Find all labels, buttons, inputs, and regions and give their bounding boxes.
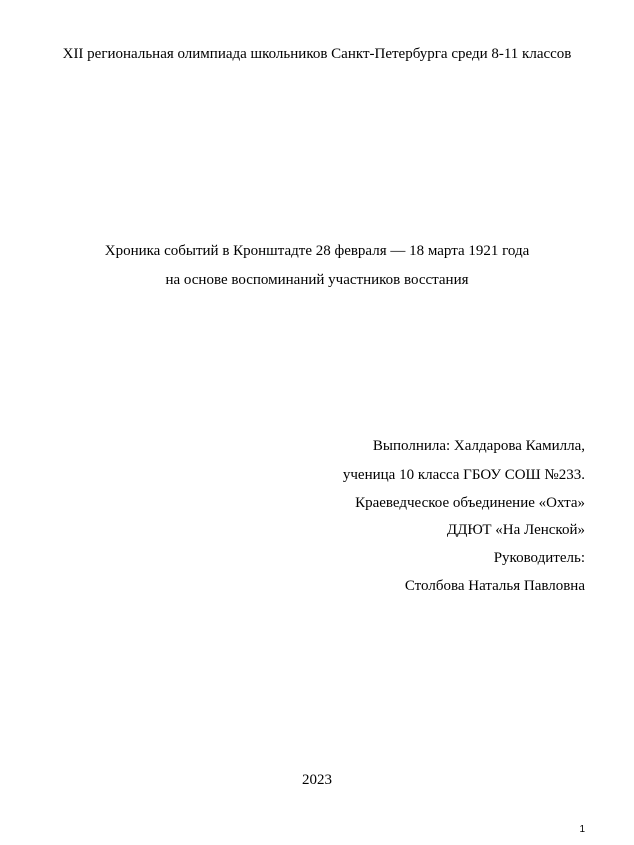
club-line: Краеведческое объединение «Охта» xyxy=(355,495,585,511)
supervisor-name: Столбова Наталья Павловна xyxy=(404,578,585,594)
document-title-line-1: Хроника событий в Кронштадте 28 февраля — 18 марта 1921 года xyxy=(104,243,530,259)
supervisor-label: Руководитель: xyxy=(493,550,585,566)
document-title-line-2: на основе воспоминаний участников восстания xyxy=(165,272,469,288)
author-line: Выполнила: Халдарова Камилла, xyxy=(372,438,585,454)
student-info-line: ученица 10 класса ГБОУ СОШ №233. xyxy=(342,467,585,483)
page-number: 1 xyxy=(579,824,585,835)
olympiad-heading: XII региональная олимпиада школьников Санкт-Петербурга среди 8-11 классов xyxy=(62,46,572,62)
year: 2023 xyxy=(302,772,332,788)
house-line: ДДЮТ «На Ленской» xyxy=(446,522,585,538)
